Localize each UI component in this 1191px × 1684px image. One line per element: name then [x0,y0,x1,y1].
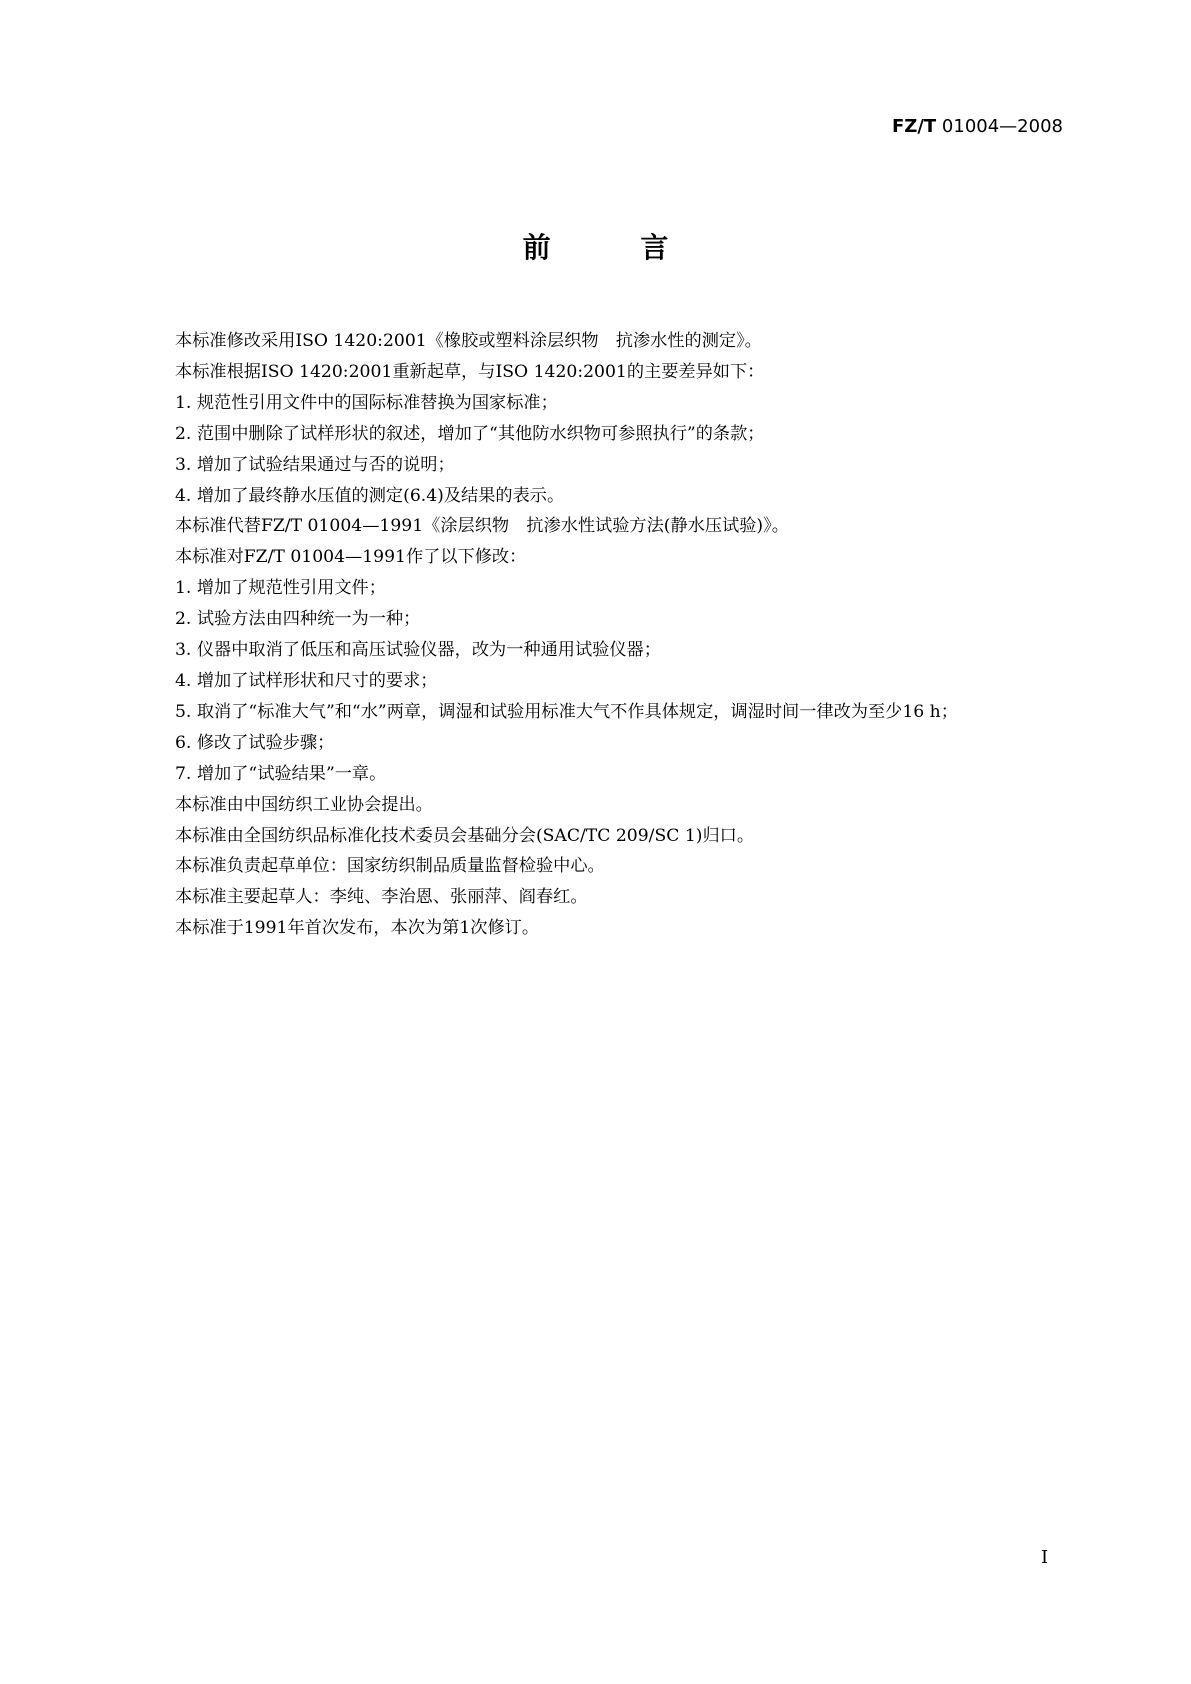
list-item: 3. 仪器中取消了低压和高压试验仪器，改为一种通用试验仪器； [175,640,661,661]
paragraph-drafters: 本标准主要起草人：李纯、李治恩、张丽萍、阎春红。 [175,887,588,908]
paragraph-changes-intro: 本标准对FZ/T 01004—1991作了以下修改： [175,547,527,568]
list-item: 4. 增加了最终静水压值的测定(6.4)及结果的表示。 [175,485,565,506]
paragraph-committee: 本标准由全国纺织品标准化技术委员会基础分会(SAC/TC 209/SC 1)归口。 [175,825,755,846]
list-item: 4. 增加了试样形状和尺寸的要求； [175,670,438,691]
standard-code-prefix: FZ/T [892,116,937,137]
paragraph-adoption: 本标准修改采用ISO 1420:2001《橡胶或塑料涂层织物 抗渗水性的测定》。 [175,331,762,351]
list-item: 2. 试验方法由四种统一为一种； [175,609,421,630]
list-item: 3. 增加了试验结果通过与否的说明； [175,454,455,475]
list-item: 1. 增加了规范性引用文件； [175,578,386,599]
paragraph-differences-intro: 本标准根据ISO 1420:2001重新起草，与ISO 1420:2001的主要差异如下： [175,361,765,382]
paragraph-history: 本标准于1991年首次发布，本次为第1次修订。 [175,918,540,939]
paragraph-drafting-unit: 本标准负责起草单位：国家纺织制品质量监督检验中心。 [175,856,605,877]
standard-code [892,116,1063,137]
foreword-body [138,326,1064,944]
paragraph-replaces: 本标准代替FZ/T 01004—1991《涂层织物 抗渗水性试验方法(静水压试验)》。 [175,516,789,537]
list-item: 6. 修改了试验步骤； [175,732,335,753]
standard-code-number: 01004—2008 [936,116,1063,137]
list-item: 7. 增加了“试验结果”一章。 [175,763,387,784]
paragraph-proposer: 本标准由中国纺织工业协会提出。 [175,794,433,815]
list-item: 1. 规范性引用文件中的国际标准替换为国家标准； [175,392,558,413]
page-number: I [1041,1547,1049,1568]
list-item: 5. 取消了“标准大气”和“水”两章，调湿和试验用标准大气不作具体规定，调湿时间一律改为至少16 h； [175,701,958,722]
page-title: 前 言 [522,231,709,264]
list-item: 2. 范围中删除了试样形状的叙述，增加了“其他防水织物可参照执行”的条款； [175,423,765,444]
